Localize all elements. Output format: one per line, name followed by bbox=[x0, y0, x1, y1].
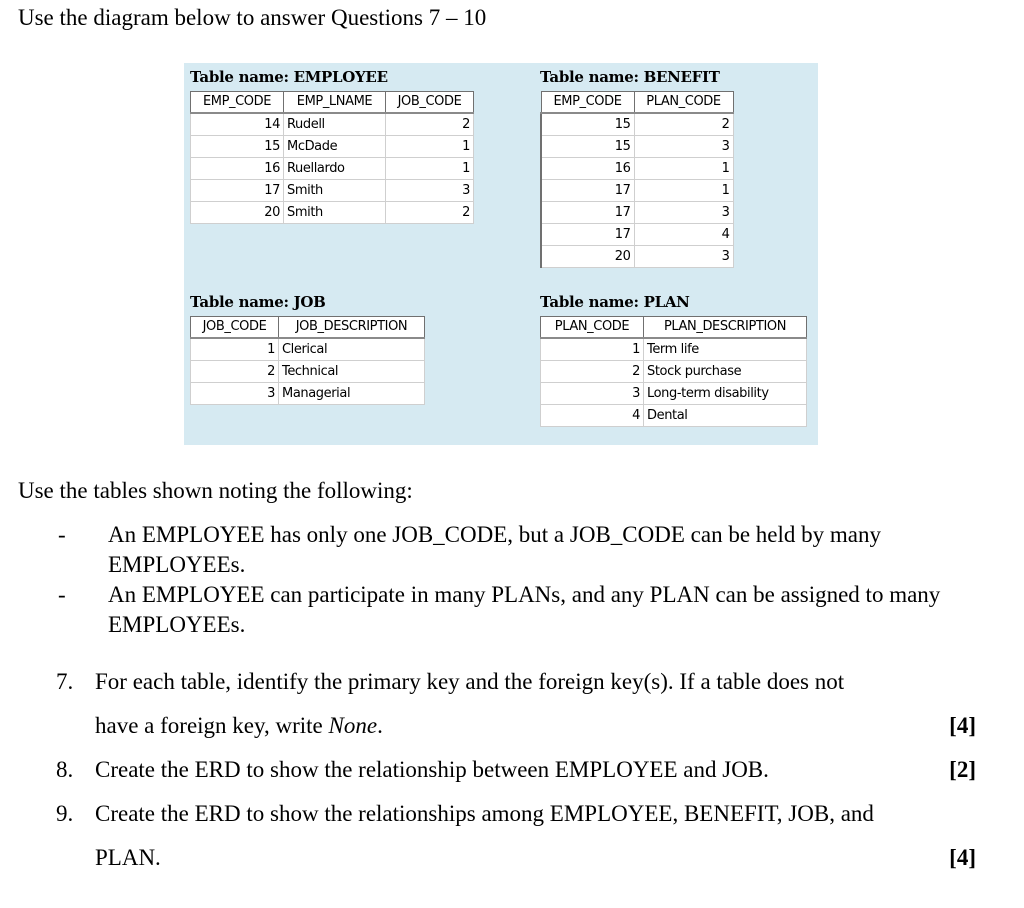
table-cell: 3 bbox=[634, 201, 733, 223]
table-cell: 2 bbox=[634, 113, 733, 136]
table-cell: 20 bbox=[191, 201, 284, 223]
column-header: JOB_CODE bbox=[386, 92, 474, 113]
question-marks: [4] bbox=[949, 845, 976, 870]
table-header-row bbox=[541, 317, 807, 338]
table-cell: 3 bbox=[191, 382, 279, 404]
table-cell: 1 bbox=[634, 157, 733, 179]
table-row bbox=[541, 382, 807, 404]
table-row bbox=[541, 135, 733, 157]
column-header: JOB_DESCRIPTION bbox=[279, 317, 425, 338]
table-cell: McDade bbox=[284, 135, 386, 157]
table-cell: Clerical bbox=[279, 338, 425, 361]
employee-table bbox=[190, 91, 474, 224]
table-cell: 1 bbox=[541, 338, 644, 361]
column-header: EMP_LNAME bbox=[284, 92, 386, 113]
column-header: PLAN_DESCRIPTION bbox=[644, 317, 807, 338]
job-table-block bbox=[190, 292, 425, 405]
table-cell: 3 bbox=[634, 135, 733, 157]
table-row bbox=[191, 382, 425, 404]
employee-table-name: Table name: EMPLOYEE bbox=[190, 68, 388, 86]
table-row bbox=[191, 113, 474, 136]
column-header: PLAN_CODE bbox=[541, 317, 644, 338]
note-item bbox=[58, 520, 988, 580]
table-cell: 15 bbox=[541, 135, 634, 157]
table-cell: Managerial bbox=[279, 382, 425, 404]
plan-table-name: Table name: PLAN bbox=[540, 293, 690, 311]
note-text: An EMPLOYEE can participate in many PLANs, and any PLAN can be assigned to many EMPLOYEEs. bbox=[108, 582, 941, 637]
table-row bbox=[541, 179, 733, 201]
table-cell: Smith bbox=[284, 201, 386, 223]
question-number: 7. bbox=[56, 669, 74, 694]
table-cell: 17 bbox=[541, 223, 634, 245]
table-row bbox=[541, 338, 807, 361]
table-cell: 16 bbox=[191, 157, 284, 179]
question-marks: [4] bbox=[949, 713, 976, 738]
table-cell: Term life bbox=[644, 338, 807, 361]
table-cell: 15 bbox=[541, 113, 634, 136]
table-cell: Stock purchase bbox=[644, 360, 807, 382]
table-cell: 14 bbox=[191, 113, 284, 136]
benefit-table-name: Table name: BENEFIT bbox=[540, 68, 720, 86]
question-text-line2: PLAN. bbox=[95, 845, 161, 870]
table-row bbox=[191, 157, 474, 179]
table-cell: Smith bbox=[284, 179, 386, 201]
table-row bbox=[191, 179, 474, 201]
employee-table-block bbox=[190, 67, 474, 224]
plan-table bbox=[540, 316, 807, 427]
table-cell: 2 bbox=[386, 201, 474, 223]
table-row bbox=[191, 360, 425, 382]
table-row bbox=[191, 135, 474, 157]
table-row bbox=[541, 245, 733, 267]
table-cell: 1 bbox=[634, 179, 733, 201]
question-number: 8. bbox=[56, 757, 74, 782]
notes-list bbox=[58, 520, 988, 640]
table-cell: Ruellardo bbox=[284, 157, 386, 179]
table-row bbox=[541, 201, 733, 223]
table-cell: 1 bbox=[386, 157, 474, 179]
table-cell: 17 bbox=[541, 201, 634, 223]
question-number: 9. bbox=[56, 801, 74, 826]
table-row bbox=[541, 404, 807, 426]
table-cell: 16 bbox=[541, 157, 634, 179]
table-cell: Rudell bbox=[284, 113, 386, 136]
table-cell: Technical bbox=[279, 360, 425, 382]
table-cell: 3 bbox=[386, 179, 474, 201]
plan-table-block bbox=[540, 292, 807, 427]
job-table bbox=[190, 316, 425, 405]
table-cell: 2 bbox=[541, 360, 644, 382]
table-row bbox=[541, 157, 733, 179]
notes-title: Use the tables shown noting the following: bbox=[18, 478, 413, 503]
bullet-dash: - bbox=[58, 522, 66, 547]
question-text: Create the ERD to show the relationship between EMPLOYEE and JOB. bbox=[95, 757, 769, 782]
question-text: Create the ERD to show the relationships among EMPLOYEE, BENEFIT, JOB, and bbox=[95, 801, 874, 826]
table-cell: 1 bbox=[386, 135, 474, 157]
table-row bbox=[541, 113, 733, 136]
column-header: EMP_CODE bbox=[541, 92, 634, 113]
table-cell: 15 bbox=[191, 135, 284, 157]
table-row bbox=[541, 223, 733, 245]
table-cell: Dental bbox=[644, 404, 807, 426]
tables-panel bbox=[184, 63, 818, 445]
benefit-table-block bbox=[540, 67, 734, 268]
column-header: EMP_CODE bbox=[191, 92, 284, 113]
table-cell: 20 bbox=[541, 245, 634, 267]
question-marks: [2] bbox=[949, 757, 976, 782]
table-header-row bbox=[191, 317, 425, 338]
note-text: An EMPLOYEE has only one JOB_CODE, but a JOB_CODE can be held by many EMPLOYEEs. bbox=[108, 522, 881, 577]
table-cell: 1 bbox=[191, 338, 279, 361]
table-cell: 2 bbox=[386, 113, 474, 136]
table-row bbox=[191, 338, 425, 361]
table-cell: Long-term disability bbox=[644, 382, 807, 404]
bullet-dash: - bbox=[58, 582, 66, 607]
question-text: For each table, identify the primary key and the foreign key(s). If a table does not bbox=[95, 669, 845, 694]
table-header-row bbox=[191, 92, 474, 113]
table-header-row bbox=[541, 92, 733, 113]
table-cell: 4 bbox=[634, 223, 733, 245]
table-cell: 3 bbox=[541, 382, 644, 404]
table-cell: 17 bbox=[541, 179, 634, 201]
table-cell: 3 bbox=[634, 245, 733, 267]
table-row bbox=[191, 201, 474, 223]
table-cell: 17 bbox=[191, 179, 284, 201]
table-cell: 2 bbox=[191, 360, 279, 382]
question-text-line2: have a foreign key, write None. bbox=[95, 713, 383, 738]
intro-text: Use the diagram below to answer Questions 7 – 10 bbox=[18, 5, 487, 30]
benefit-table bbox=[540, 91, 734, 268]
table-cell: 4 bbox=[541, 404, 644, 426]
job-table-name: Table name: JOB bbox=[190, 293, 326, 311]
note-item bbox=[58, 580, 988, 640]
table-row bbox=[541, 360, 807, 382]
column-header: PLAN_CODE bbox=[634, 92, 733, 113]
column-header: JOB_CODE bbox=[191, 317, 279, 338]
